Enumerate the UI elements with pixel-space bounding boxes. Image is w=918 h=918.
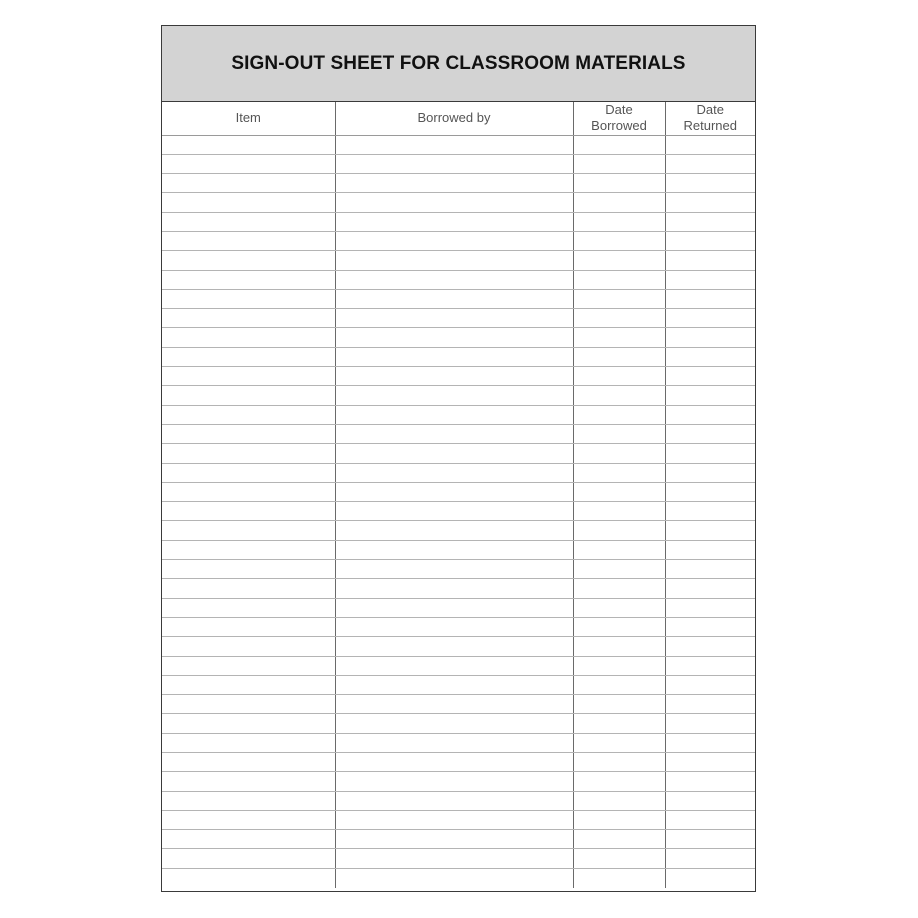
table-row xyxy=(162,791,755,810)
borrowed-by-cell xyxy=(335,463,573,482)
borrowed-by-cell xyxy=(335,868,573,887)
borrowed-by-cell xyxy=(335,675,573,694)
date-returned-cell xyxy=(665,289,755,308)
date-returned-cell xyxy=(665,424,755,443)
table-row xyxy=(162,637,755,656)
borrowed-by-cell xyxy=(335,791,573,810)
borrowed-by-cell xyxy=(335,714,573,733)
date-returned-cell xyxy=(665,482,755,501)
column-header-date-returned xyxy=(665,102,755,135)
borrowed-by-cell xyxy=(335,405,573,424)
item-cell xyxy=(162,675,335,694)
date-returned-cell xyxy=(665,830,755,849)
borrowed-by-cell xyxy=(335,598,573,617)
table-row xyxy=(162,231,755,250)
table-row xyxy=(162,251,755,270)
date-borrowed-cell xyxy=(573,154,665,173)
table-row xyxy=(162,810,755,829)
borrowed-by-cell xyxy=(335,270,573,289)
date-returned-cell xyxy=(665,849,755,868)
date-borrowed-cell xyxy=(573,772,665,791)
item-cell xyxy=(162,212,335,231)
item-cell xyxy=(162,714,335,733)
item-cell xyxy=(162,733,335,752)
borrowed-by-cell xyxy=(335,560,573,579)
item-cell xyxy=(162,251,335,270)
borrowed-by-cell xyxy=(335,386,573,405)
item-cell xyxy=(162,405,335,424)
date-borrowed-cell xyxy=(573,309,665,328)
header-row xyxy=(162,102,755,135)
date-borrowed-cell xyxy=(573,174,665,193)
table-row xyxy=(162,174,755,193)
date-returned-cell xyxy=(665,270,755,289)
date-borrowed-cell xyxy=(573,424,665,443)
table-row xyxy=(162,540,755,559)
borrowed-by-cell xyxy=(335,444,573,463)
date-borrowed-cell xyxy=(573,540,665,559)
date-borrowed-cell xyxy=(573,868,665,887)
table-row xyxy=(162,270,755,289)
table-row xyxy=(162,849,755,868)
item-cell xyxy=(162,135,335,154)
table-row xyxy=(162,733,755,752)
table-row xyxy=(162,868,755,887)
date-borrowed-cell xyxy=(573,598,665,617)
date-returned-cell xyxy=(665,328,755,347)
borrowed-by-cell xyxy=(335,772,573,791)
borrowed-by-cell xyxy=(335,193,573,212)
date-returned-cell xyxy=(665,193,755,212)
borrowed-by-cell xyxy=(335,135,573,154)
date-returned-cell xyxy=(665,444,755,463)
column-header-borrowed-by xyxy=(335,102,573,135)
date-borrowed-cell xyxy=(573,637,665,656)
table-row xyxy=(162,830,755,849)
item-cell xyxy=(162,579,335,598)
date-returned-cell xyxy=(665,560,755,579)
item-cell xyxy=(162,868,335,887)
item-cell xyxy=(162,598,335,617)
table-row xyxy=(162,675,755,694)
date-borrowed-cell xyxy=(573,502,665,521)
borrowed-by-cell xyxy=(335,521,573,540)
table-row xyxy=(162,347,755,366)
date-returned-cell xyxy=(665,521,755,540)
date-returned-cell xyxy=(665,753,755,772)
item-cell xyxy=(162,791,335,810)
date-returned-cell xyxy=(665,598,755,617)
item-cell xyxy=(162,154,335,173)
table-row xyxy=(162,328,755,347)
sheet-title: SIGN-OUT SHEET FOR CLASSROOM MATERIALS xyxy=(231,52,686,74)
date-returned-cell xyxy=(665,791,755,810)
date-returned-cell xyxy=(665,309,755,328)
item-cell xyxy=(162,386,335,405)
date-returned-cell xyxy=(665,810,755,829)
column-header-item-label: Item xyxy=(235,110,261,126)
column-header-date-borrowed xyxy=(573,102,665,135)
borrowed-by-cell xyxy=(335,367,573,386)
date-returned-cell xyxy=(665,695,755,714)
table-row xyxy=(162,463,755,482)
borrowed-by-cell xyxy=(335,251,573,270)
borrowed-by-cell xyxy=(335,637,573,656)
table-row xyxy=(162,405,755,424)
date-borrowed-cell xyxy=(573,830,665,849)
date-returned-cell xyxy=(665,656,755,675)
date-borrowed-cell xyxy=(573,347,665,366)
date-borrowed-cell xyxy=(573,675,665,694)
borrowed-by-cell xyxy=(335,617,573,636)
table-row xyxy=(162,714,755,733)
date-borrowed-cell xyxy=(573,463,665,482)
sign-out-table xyxy=(162,102,755,888)
borrowed-by-cell xyxy=(335,753,573,772)
table-row xyxy=(162,482,755,501)
date-borrowed-cell xyxy=(573,482,665,501)
date-borrowed-cell xyxy=(573,212,665,231)
table-row xyxy=(162,154,755,173)
date-borrowed-cell xyxy=(573,617,665,636)
date-returned-cell xyxy=(665,231,755,250)
item-cell xyxy=(162,367,335,386)
date-returned-cell xyxy=(665,251,755,270)
item-cell xyxy=(162,289,335,308)
table-row xyxy=(162,309,755,328)
borrowed-by-cell xyxy=(335,733,573,752)
borrowed-by-cell xyxy=(335,849,573,868)
table-row xyxy=(162,424,755,443)
date-returned-cell xyxy=(665,637,755,656)
item-cell xyxy=(162,521,335,540)
date-returned-cell xyxy=(665,347,755,366)
item-cell xyxy=(162,444,335,463)
table-row xyxy=(162,772,755,791)
date-borrowed-cell xyxy=(573,753,665,772)
date-borrowed-cell xyxy=(573,810,665,829)
date-borrowed-cell xyxy=(573,695,665,714)
borrowed-by-cell xyxy=(335,502,573,521)
date-returned-cell xyxy=(665,868,755,887)
date-returned-cell xyxy=(665,386,755,405)
column-header-date-returned-line2: Returned xyxy=(683,118,737,134)
date-returned-cell xyxy=(665,463,755,482)
item-cell xyxy=(162,560,335,579)
date-returned-cell xyxy=(665,212,755,231)
date-returned-cell xyxy=(665,579,755,598)
date-borrowed-cell xyxy=(573,714,665,733)
date-returned-cell xyxy=(665,154,755,173)
item-cell xyxy=(162,424,335,443)
date-borrowed-cell xyxy=(573,289,665,308)
item-cell xyxy=(162,328,335,347)
borrowed-by-cell xyxy=(335,656,573,675)
table-row xyxy=(162,289,755,308)
borrowed-by-cell xyxy=(335,830,573,849)
borrowed-by-cell xyxy=(335,695,573,714)
borrowed-by-cell xyxy=(335,309,573,328)
borrowed-by-cell xyxy=(335,347,573,366)
item-cell xyxy=(162,231,335,250)
date-borrowed-cell xyxy=(573,656,665,675)
title-band xyxy=(162,26,755,102)
item-cell xyxy=(162,540,335,559)
item-cell xyxy=(162,463,335,482)
item-cell xyxy=(162,849,335,868)
table-row xyxy=(162,579,755,598)
item-cell xyxy=(162,193,335,212)
date-borrowed-cell xyxy=(573,367,665,386)
date-borrowed-cell xyxy=(573,405,665,424)
item-cell xyxy=(162,270,335,289)
borrowed-by-cell xyxy=(335,579,573,598)
column-header-date-borrowed-line2: Borrowed xyxy=(591,118,647,134)
table-row xyxy=(162,386,755,405)
column-header-item xyxy=(162,102,335,135)
table-row xyxy=(162,695,755,714)
item-cell xyxy=(162,772,335,791)
table-row xyxy=(162,753,755,772)
sign-out-sheet xyxy=(161,25,756,892)
column-header-borrowed-by-label: Borrowed by xyxy=(417,110,491,126)
date-borrowed-cell xyxy=(573,579,665,598)
item-cell xyxy=(162,637,335,656)
date-returned-cell xyxy=(665,405,755,424)
item-cell xyxy=(162,753,335,772)
table-body xyxy=(162,135,755,888)
item-cell xyxy=(162,309,335,328)
date-returned-cell xyxy=(665,675,755,694)
table-row xyxy=(162,656,755,675)
date-borrowed-cell xyxy=(573,521,665,540)
table-row xyxy=(162,212,755,231)
table-row xyxy=(162,617,755,636)
date-returned-cell xyxy=(665,367,755,386)
item-cell xyxy=(162,695,335,714)
date-returned-cell xyxy=(665,502,755,521)
item-cell xyxy=(162,830,335,849)
date-borrowed-cell xyxy=(573,328,665,347)
item-cell xyxy=(162,482,335,501)
table-row xyxy=(162,367,755,386)
borrowed-by-cell xyxy=(335,212,573,231)
date-returned-cell xyxy=(665,733,755,752)
borrowed-by-cell xyxy=(335,289,573,308)
date-returned-cell xyxy=(665,135,755,154)
date-borrowed-cell xyxy=(573,560,665,579)
date-borrowed-cell xyxy=(573,193,665,212)
borrowed-by-cell xyxy=(335,482,573,501)
date-returned-cell xyxy=(665,714,755,733)
item-cell xyxy=(162,502,335,521)
date-borrowed-cell xyxy=(573,386,665,405)
date-borrowed-cell xyxy=(573,135,665,154)
item-cell xyxy=(162,810,335,829)
date-borrowed-cell xyxy=(573,733,665,752)
item-cell xyxy=(162,617,335,636)
table-row xyxy=(162,598,755,617)
table-row xyxy=(162,521,755,540)
borrowed-by-cell xyxy=(335,154,573,173)
borrowed-by-cell xyxy=(335,328,573,347)
date-borrowed-cell xyxy=(573,791,665,810)
date-returned-cell xyxy=(665,540,755,559)
date-borrowed-cell xyxy=(573,231,665,250)
item-cell xyxy=(162,174,335,193)
date-borrowed-cell xyxy=(573,444,665,463)
table-row xyxy=(162,193,755,212)
borrowed-by-cell xyxy=(335,231,573,250)
borrowed-by-cell xyxy=(335,540,573,559)
date-borrowed-cell xyxy=(573,251,665,270)
date-returned-cell xyxy=(665,617,755,636)
column-header-date-returned-line1: Date xyxy=(696,102,724,118)
borrowed-by-cell xyxy=(335,424,573,443)
table-row xyxy=(162,502,755,521)
date-returned-cell xyxy=(665,772,755,791)
table-row xyxy=(162,444,755,463)
borrowed-by-cell xyxy=(335,810,573,829)
table-row xyxy=(162,135,755,154)
borrowed-by-cell xyxy=(335,174,573,193)
column-header-date-borrowed-line1: Date xyxy=(605,102,633,118)
date-borrowed-cell xyxy=(573,849,665,868)
item-cell xyxy=(162,347,335,366)
table-row xyxy=(162,560,755,579)
item-cell xyxy=(162,656,335,675)
date-borrowed-cell xyxy=(573,270,665,289)
date-returned-cell xyxy=(665,174,755,193)
